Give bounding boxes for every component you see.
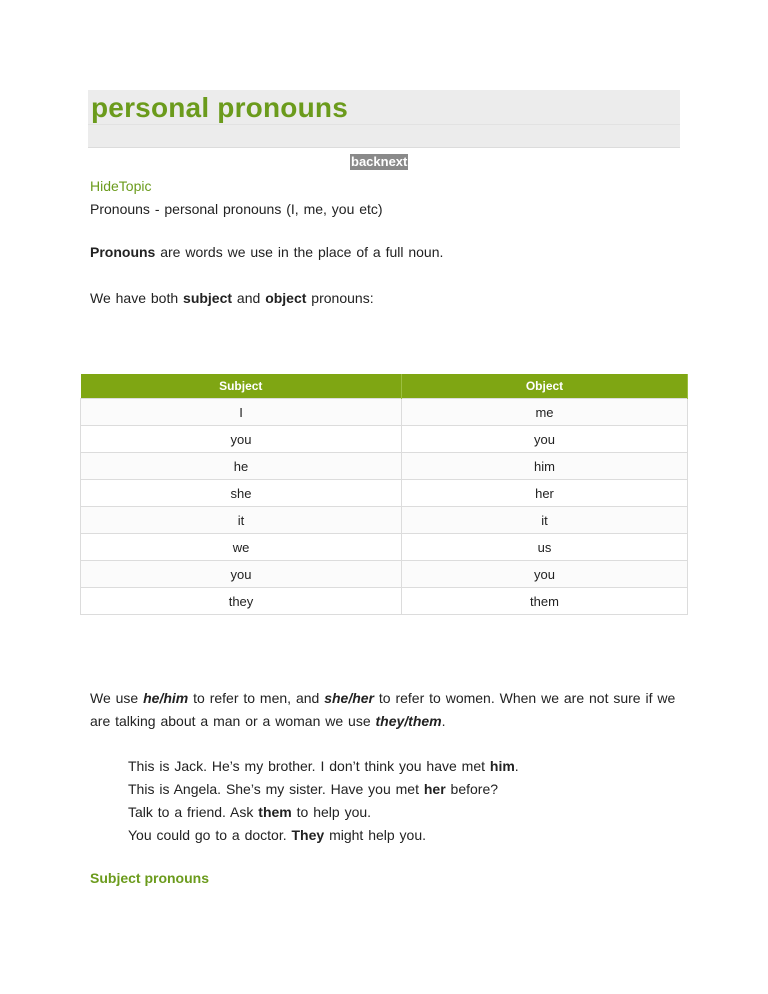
subject-cell: you [81, 561, 402, 588]
title-divider [88, 124, 680, 125]
subject-cell: we [81, 534, 402, 561]
definition-text: are words we use in the place of a full noun. [155, 244, 444, 260]
example-sentences [128, 755, 519, 847]
object-cell: it [402, 507, 688, 534]
object-cell: you [402, 561, 688, 588]
subject-cell: it [81, 507, 402, 534]
he-him-term: he/him [143, 690, 189, 706]
table-row [81, 453, 688, 480]
example-line [128, 824, 519, 847]
table-row [81, 588, 688, 615]
object-cell: her [402, 480, 688, 507]
text-fragment: Talk to a friend. Ask [128, 804, 259, 820]
subject-cell: you [81, 426, 402, 453]
object-cell: them [402, 588, 688, 615]
text-fragment: You could go to a doctor. [128, 827, 292, 843]
text-fragment: We have both [90, 290, 184, 306]
subject-cell: they [81, 588, 402, 615]
example-pronoun: them [258, 804, 292, 820]
example-line [128, 778, 519, 801]
text-fragment: might help you. [324, 827, 427, 843]
text-fragment: and [232, 290, 266, 306]
example-line [128, 801, 519, 824]
example-line [128, 755, 519, 778]
text-fragment: to help you. [291, 804, 372, 820]
topic-line: Pronouns - personal pronouns (I, me, you etc) [90, 201, 383, 217]
table-row [81, 426, 688, 453]
they-them-term: they/them [375, 713, 442, 729]
pronoun-table [80, 374, 688, 615]
usage-paragraph [90, 687, 690, 733]
text-fragment: . [441, 713, 446, 729]
object-cell: me [402, 399, 688, 426]
text-fragment: pronouns: [306, 290, 374, 306]
text-fragment: before? [445, 781, 499, 797]
text-fragment: This is Angela. She’s my sister. Have you met [128, 781, 424, 797]
object-cell: him [402, 453, 688, 480]
section-heading: Subject pronouns [90, 870, 209, 886]
subject-cell: he [81, 453, 402, 480]
back-link[interactable]: back [351, 154, 381, 169]
table-row [81, 507, 688, 534]
example-pronoun: him [489, 758, 515, 774]
object-cell: you [402, 426, 688, 453]
next-link[interactable]: next [380, 154, 408, 169]
page-title: personal pronouns [91, 92, 348, 123]
she-her-term: she/her [324, 690, 375, 706]
example-pronoun: They [291, 827, 325, 843]
table-header-row [81, 374, 688, 399]
object-term: object [265, 290, 307, 306]
table-row [81, 561, 688, 588]
table-row [81, 480, 688, 507]
table-row [81, 399, 688, 426]
table-row [81, 534, 688, 561]
pronoun-types-paragraph [90, 290, 374, 306]
object-cell: us [402, 534, 688, 561]
text-fragment: to refer to men, and [188, 690, 325, 706]
definition-term: Pronouns [90, 244, 156, 260]
subject-cell: I [81, 399, 402, 426]
hide-topic-link[interactable]: HideTopic [90, 178, 152, 194]
text-fragment: This is Jack. He’s my brother. I don’t think you have met [128, 758, 490, 774]
column-header-subject: Subject [81, 374, 402, 399]
text-fragment: to refer to women. When we are not sure if we are talking about a man or a woman we use [90, 690, 676, 729]
example-pronoun: her [423, 781, 446, 797]
subject-cell: she [81, 480, 402, 507]
text-fragment: . [514, 758, 519, 774]
nav-links [350, 154, 408, 170]
text-fragment: We use [90, 690, 144, 706]
column-header-object: Object [402, 374, 688, 399]
definition-paragraph [90, 244, 443, 260]
subject-term: subject [183, 290, 233, 306]
